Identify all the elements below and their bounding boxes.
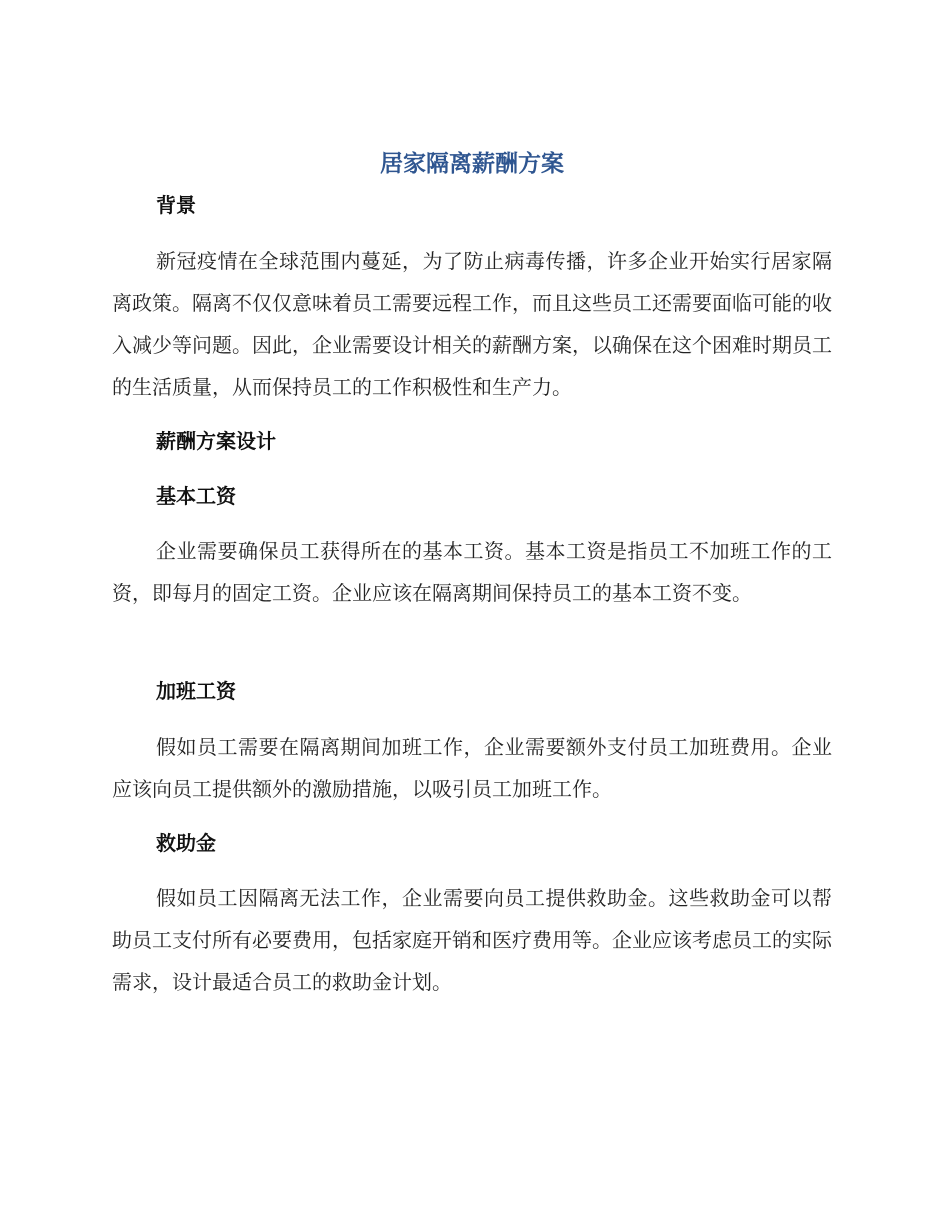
document-title: 居家隔离薪酬方案 xyxy=(380,151,564,177)
section-heading-background: 背景 xyxy=(156,193,196,217)
section-paragraph-relief-fund: 假如员工因隔离无法工作，企业需要向员工提供救助金。这些救助金可以帮助员工支付所有必要费用，包括家庭开销和医疗费用等。企业应该考虑员工的实际需求，设计最适合员工的救助金计划。 xyxy=(112,886,832,994)
section-heading-overtime-pay: 加班工资 xyxy=(156,679,236,703)
section-paragraph-background: 新冠疫情在全球范围内蔓延，为了防止病毒传播，许多企业开始实行居家隔离政策。隔离不仅仅意味着员工需要远程工作，而且这些员工还需要面临可能的收入减少等问题。因此，企业需要设计相关的薪酬方案，以确保在这个困难时期员工的生活质量，从而保持员工的工作积极性和生产力。 xyxy=(112,249,832,399)
section-heading-base-salary: 基本工资 xyxy=(156,484,236,508)
section-paragraph-overtime-pay: 假如员工需要在隔离期间加班工作，企业需要额外支付员工加班费用。企业应该向员工提供额外的激励措施，以吸引员工加班工作。 xyxy=(112,735,832,801)
section-heading-salary-design: 薪酬方案设计 xyxy=(156,429,276,453)
section-heading-relief-fund: 救助金 xyxy=(156,831,216,855)
section-paragraph-base-salary: 企业需要确保员工获得所在的基本工资。基本工资是指员工不加班工作的工资，即每月的固定工资。企业应该在隔离期间保持员工的基本工资不变。 xyxy=(112,539,832,605)
